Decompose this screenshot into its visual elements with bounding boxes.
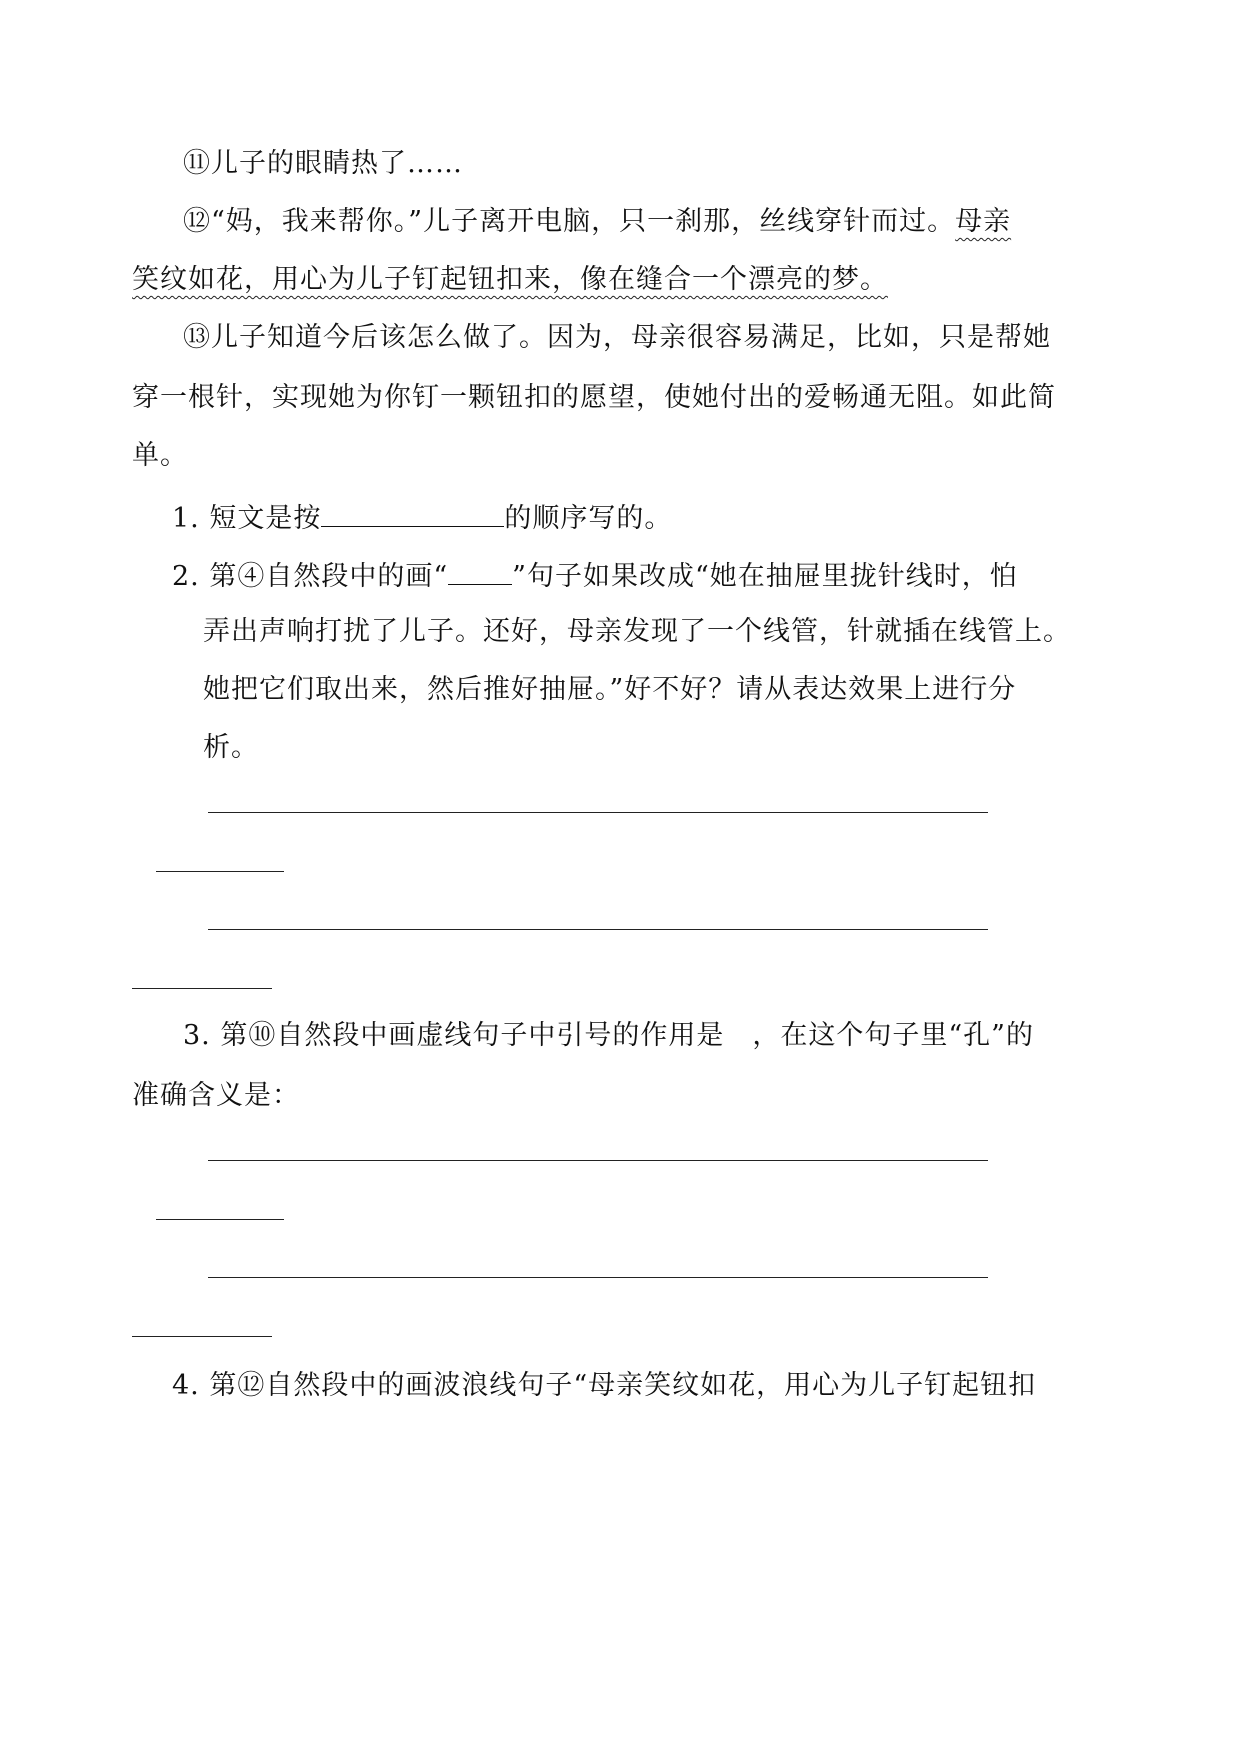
- answer-line[interactable]: [208, 1277, 988, 1278]
- answer-line[interactable]: [132, 988, 272, 989]
- paragraph-13-line-2: 穿一根针，实现她为你钉一颗钮扣的愿望，使她付出的爱畅通无阻。如此简: [132, 382, 1056, 413]
- question-2-line-4: 析。: [203, 732, 259, 763]
- answer-line[interactable]: [208, 812, 988, 813]
- paragraph-11: ⑪儿子的眼睛热了……: [183, 148, 463, 179]
- paragraph-13-line-3: 单。: [132, 440, 188, 471]
- question-1: [172, 502, 672, 532]
- question-2-text-cont: ”句子如果改成“她在抽屉里拢针线时，怕: [512, 561, 1018, 592]
- question-1-text: 1. 短文是按: [172, 503, 322, 534]
- paragraph-12-text: ⑫“妈，我来帮你。”儿子离开电脑，只一刹那，丝线穿针而过。: [183, 206, 956, 237]
- paragraph-13-line-1: ⑬儿子知道今后该怎么做了。因为，母亲很容易满足，比如，只是帮她: [183, 322, 1051, 353]
- underline-mark: [448, 560, 512, 585]
- answer-line[interactable]: [132, 1336, 272, 1337]
- question-4-line-1: 4. 第⑫自然段中的画波浪线句子“母亲笑纹如花，用心为儿子钉起钮扣: [172, 1370, 1037, 1401]
- wavy-underlined-sentence: 笑纹如花，用心为儿子钉起钮扣来，像在缝合一个漂亮的梦。: [132, 264, 888, 295]
- question-1-text-end: 的顺序写的。: [504, 503, 673, 534]
- answer-line[interactable]: [156, 871, 284, 872]
- answer-line[interactable]: [208, 1160, 988, 1161]
- paragraph-12-line-1: [183, 208, 1011, 235]
- question-2-line-1: [172, 560, 1018, 590]
- question-3-line-2: 准确含义是：: [132, 1080, 300, 1111]
- answer-line[interactable]: [208, 929, 988, 930]
- wavy-underlined-sentence-start: 母亲: [955, 206, 1012, 237]
- answer-line[interactable]: [156, 1219, 284, 1220]
- question-2-text: 2. 第④自然段中的画“: [172, 561, 449, 592]
- question-2-line-3: 她把它们取出来，然后推好抽屉。”好不好？请从表达效果上进行分: [203, 674, 1017, 705]
- question-2-line-2: 弄出声响打扰了儿子。还好，母亲发现了一个线管，针就插在线管上。: [203, 616, 1071, 647]
- answer-blank[interactable]: [321, 502, 504, 527]
- question-3-line-1: 3. 第⑩自然段中画虚线句子中引号的作用是 ，在这个句子里“孔”的: [183, 1020, 1034, 1051]
